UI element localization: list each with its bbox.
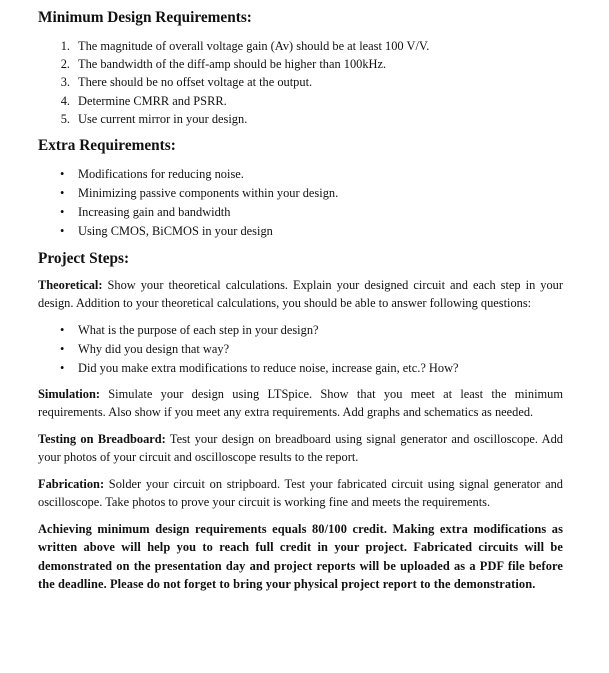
list-item [38,37,563,55]
extra-requirements-list [38,165,563,241]
fabrication-label: Fabrication: [38,476,105,491]
breadboard-paragraph [38,430,563,467]
spacer [38,467,563,475]
theoretical-text: Show your theoretical calculations. Explain your designed circuit and each step in your design. Addition to your theoretical calculations, you should be able to answer following questions: [38,277,563,311]
list-item [38,55,563,73]
simulation-text: Simulate your design using LTSpice. Show that you meet at least the minimum requirements. Also show if you meet any extra requirements. Add graphs and schematics as needed. [38,386,563,420]
final-note-paragraph: Achieving minimum design requirements equals 80/100 credit. Making extra modifications as written above will help you to reach full credit in your project. Fabricated circuits will be demonstrated on the presentation day and project reports will be uploaded as a PDF file before the deadline. Please do not forget to bring your physical project report to the demonstration. [38,521,563,592]
list-item [38,110,563,128]
list-item [38,73,563,91]
theoretical-label: Theoretical: [38,277,103,292]
list-item-text: Determine CMRR and PSRR. [78,93,227,108]
bullet-icon: • [60,166,65,181]
list-item-text: The magnitude of overall voltage gain (Av) should be at least 100 V/V. [78,39,430,53]
list-item-text: What is the purpose of each step in your design? [78,322,319,337]
list-item-text: Using CMOS, BiCMOS in your design [78,223,273,238]
simulation-label: Simulation: [38,386,100,401]
list-number: 3. [60,75,70,90]
list-number: 4. [60,93,70,108]
fabrication-paragraph [38,475,563,512]
theoretical-paragraph [38,276,563,313]
list-item-text: Why did you design that way? [78,341,230,356]
bullet-icon: • [60,204,65,219]
project-steps-heading: Project Steps: [38,249,130,267]
simulation-paragraph [38,385,563,422]
list-item-text: Did you make extra modifications to reduce noise, increase gain, etc.? How? [78,360,459,375]
list-number: 1. [60,39,70,53]
list-item-text: The bandwidth of the diff-amp should be higher than 100kHz. [78,57,387,72]
list-item [38,359,563,378]
bullet-icon: • [60,185,65,200]
list-item-text: Modifications for reducing noise. [78,166,244,181]
breadboard-label: Testing on Breadboard: [38,431,166,446]
list-item [38,203,563,222]
list-number: 2. [60,57,70,72]
list-item [38,340,563,359]
list-item [38,321,563,340]
minimum-requirements-heading: Minimum Design Requirements: [38,9,252,26]
list-item [38,92,563,110]
list-item [38,222,563,241]
bullet-icon: • [60,360,65,375]
spacer [38,512,563,520]
list-number: 5. [60,111,70,126]
list-item-text: Use current mirror in your design. [78,111,248,126]
list-item-text: Increasing gain and bandwidth [78,204,231,219]
theoretical-questions-list [38,321,563,378]
fabrication-text: Solder your circuit on stripboard. Test your fabricated circuit using signal generator and oscilloscope. Take photos to prove your circuit is working fine and meets the requirements. [38,476,563,510]
list-item [38,184,563,203]
list-item-text: Minimizing passive components within your design. [78,185,339,200]
list-item-text: There should be no offset voltage at the output. [78,75,313,90]
minimum-requirements-list [38,37,563,128]
spacer [38,422,563,430]
bullet-icon: • [60,322,65,337]
bullet-icon: • [60,341,65,356]
extra-requirements-heading: Extra Requirements: [38,136,176,154]
breadboard-text: Test your design on breadboard using signal generator and oscilloscope. Add your photos of your circuit and oscilloscope results to the report. [38,431,563,465]
list-item [38,165,563,184]
bullet-icon: • [60,223,65,238]
